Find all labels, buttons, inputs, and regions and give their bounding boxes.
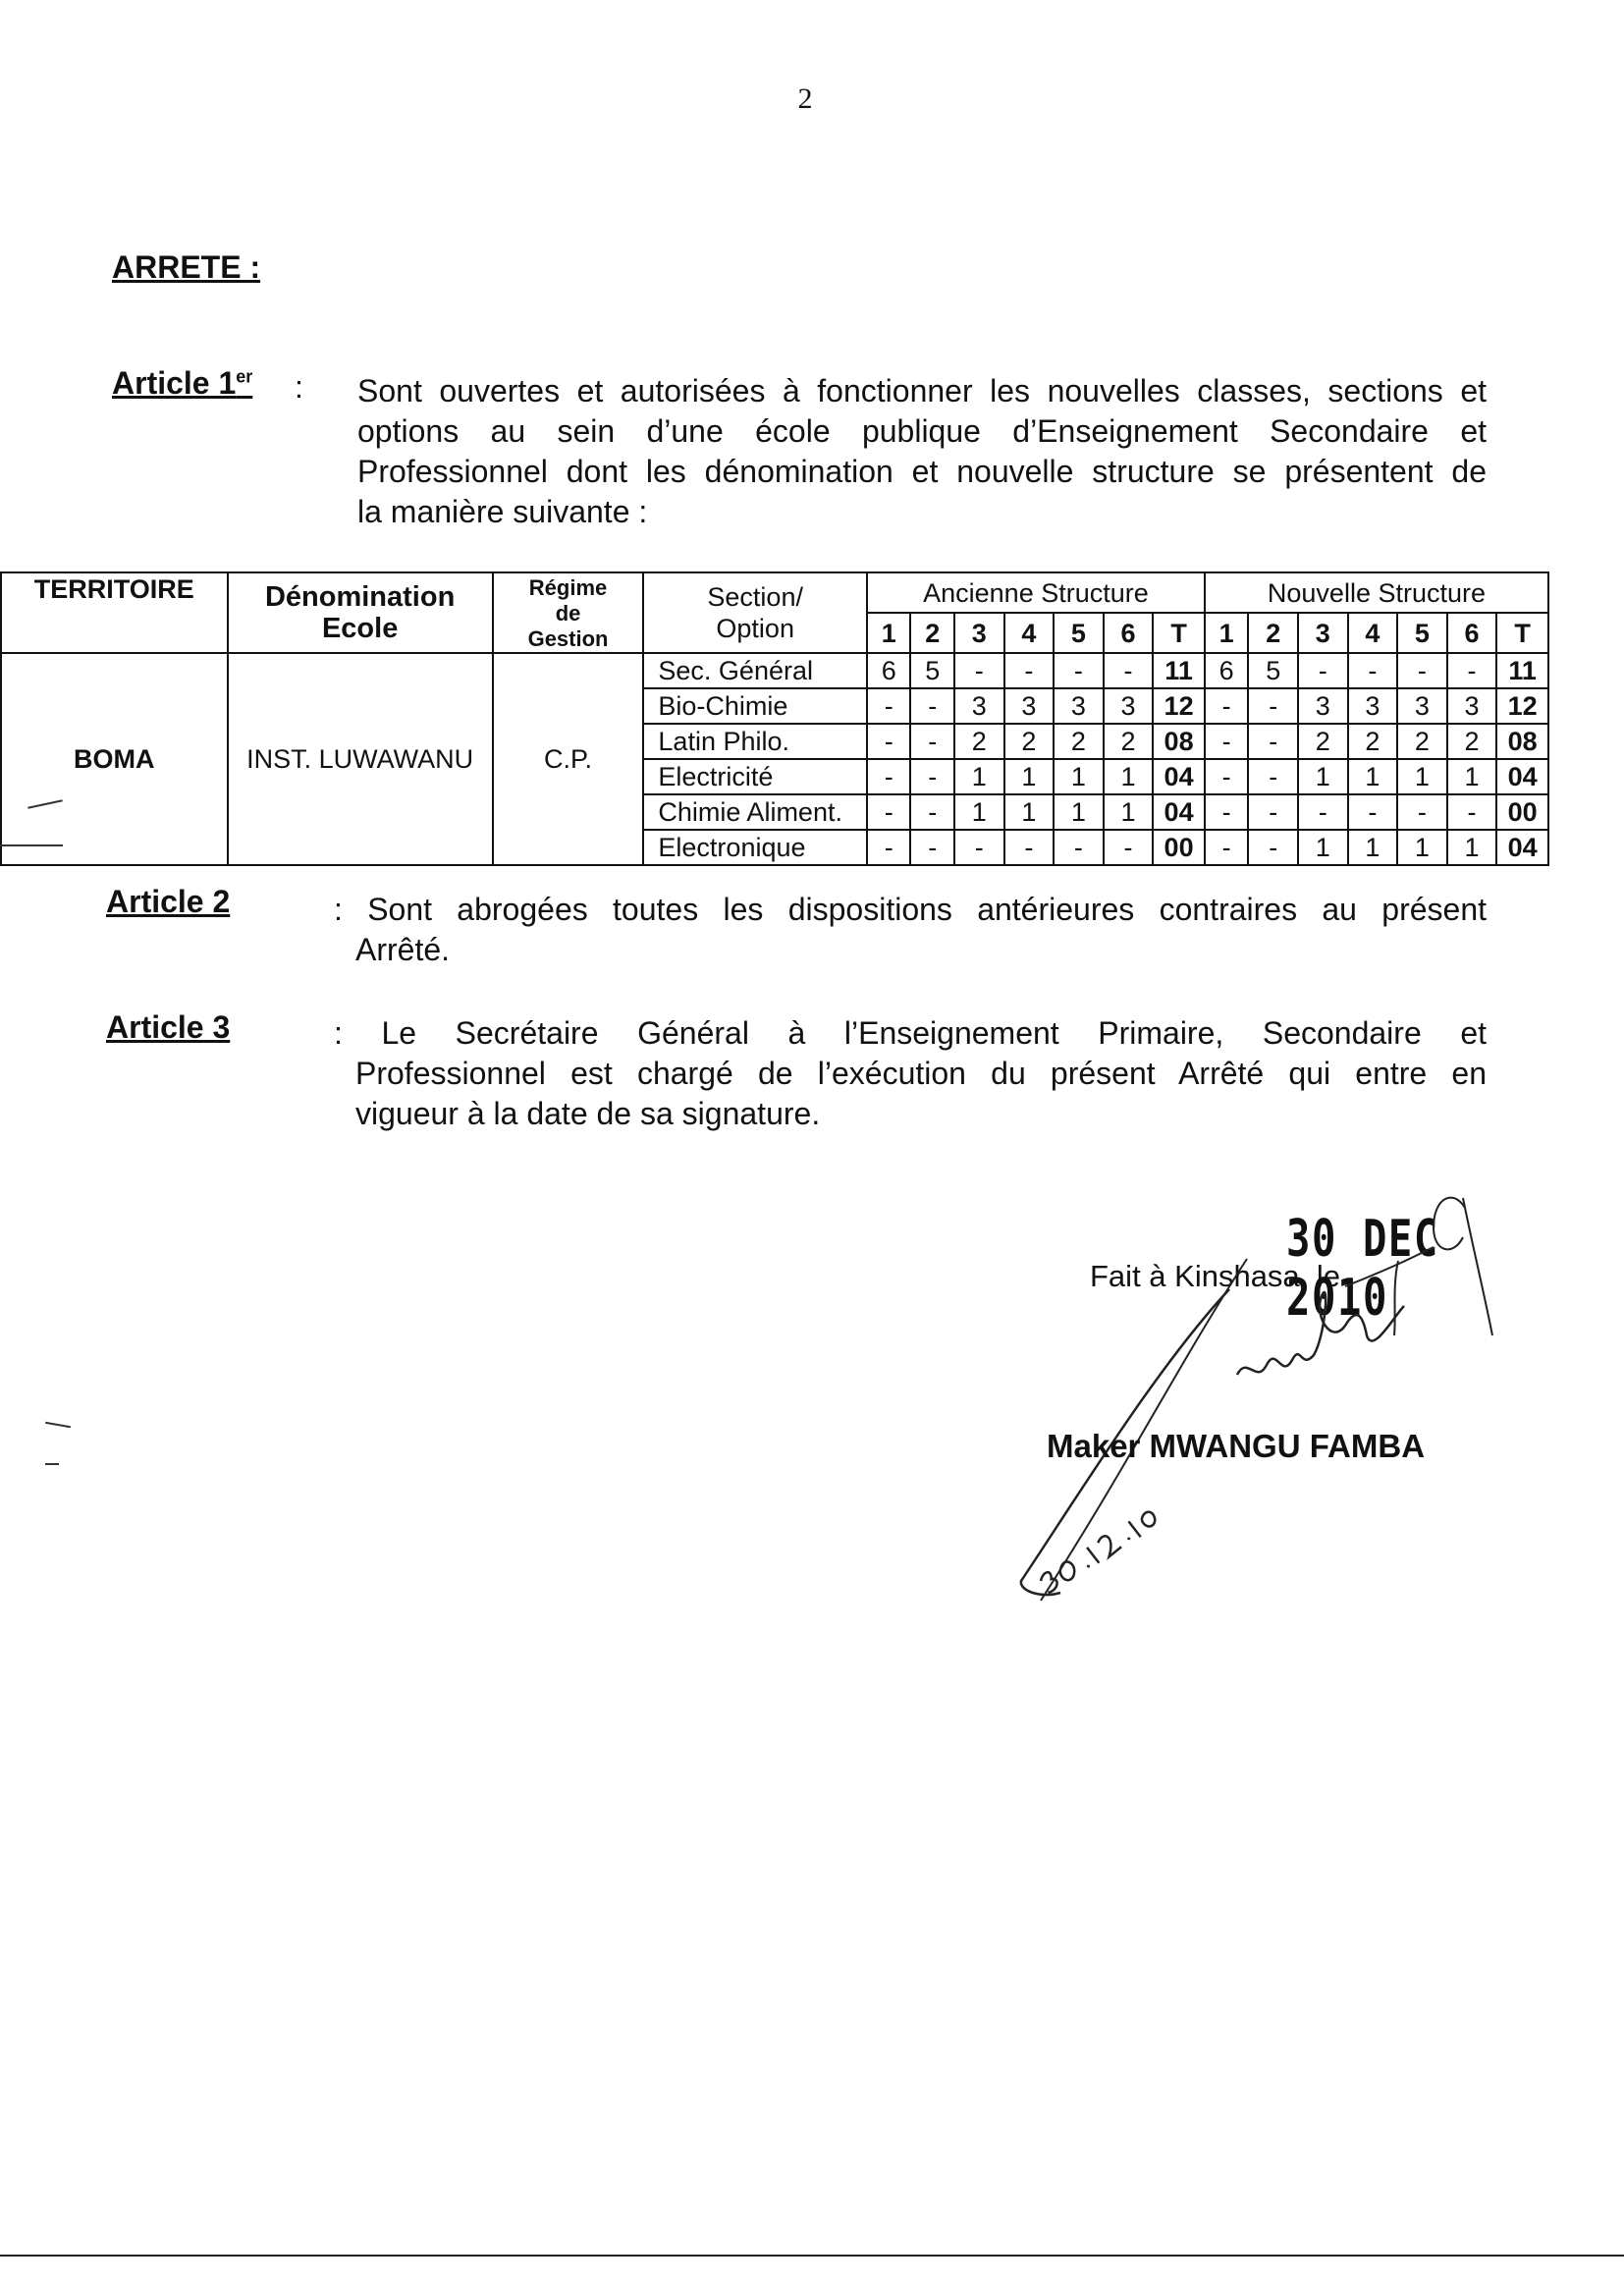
structure-table: [0, 571, 1549, 866]
ancienne-value-cell: -: [910, 794, 954, 830]
column-ancienne-T: T: [1153, 613, 1205, 653]
column-nouvelle-1: 1: [1205, 613, 1249, 653]
nouvelle-value-cell: -: [1205, 759, 1249, 794]
nouvelle-value-cell: 11: [1496, 653, 1548, 688]
ancienne-value-cell: 2: [1004, 724, 1055, 759]
table-body: [1, 653, 1548, 865]
article-3-line: vigueur à la date de sa signature.: [355, 1096, 821, 1131]
column-nouvelle-3: 3: [1298, 613, 1348, 653]
article-1-colon: :: [295, 369, 303, 405]
header-territoire: TERRITOIRE: [1, 572, 228, 653]
article-3-text: [334, 1013, 1487, 1134]
article-1-line: Professionnel dont les dénomination et nouvelle structure se présentent de: [357, 454, 1487, 489]
article-1-label-sup: er: [236, 366, 253, 387]
option-cell: Sec. Général: [643, 653, 867, 688]
article-2-label-text: Article 2: [106, 884, 231, 919]
article-1-label: [112, 365, 252, 402]
nouvelle-value-cell: -: [1248, 688, 1298, 724]
signature-stroke: [1237, 1292, 1404, 1375]
header-denomination: [228, 572, 493, 653]
nouvelle-value-cell: 04: [1496, 759, 1548, 794]
ancienne-value-cell: 1: [1004, 759, 1055, 794]
nouvelle-value-cell: -: [1205, 794, 1249, 830]
ancienne-value-cell: -: [867, 724, 911, 759]
ancienne-value-cell: -: [1054, 653, 1104, 688]
nouvelle-value-cell: 3: [1348, 688, 1398, 724]
ancienne-value-cell: 1: [1054, 759, 1104, 794]
nouvelle-value-cell: 3: [1447, 688, 1497, 724]
ancienne-value-cell: 3: [1104, 688, 1154, 724]
ancienne-value-cell: 2: [954, 724, 1004, 759]
article-3-label-text: Article 3: [106, 1009, 231, 1045]
ancienne-value-cell: 3: [1054, 688, 1104, 724]
signature-stroke: [1434, 1198, 1465, 1250]
ancienne-value-cell: 5: [910, 653, 954, 688]
header-ancienne-structure: Ancienne Structure: [867, 572, 1205, 613]
ancienne-value-cell: 6: [867, 653, 911, 688]
ancienne-value-cell: 1: [1054, 794, 1104, 830]
page-number: 2: [797, 82, 813, 115]
ancienne-value-cell: 04: [1153, 794, 1205, 830]
ancienne-value-cell: 2: [1104, 724, 1154, 759]
ancienne-value-cell: 1: [1004, 794, 1055, 830]
nouvelle-value-cell: -: [1205, 830, 1249, 865]
article-1-label-text: [112, 365, 252, 401]
option-cell: Chimie Aliment.: [643, 794, 867, 830]
ecole-cell: INST. LUWAWANU: [228, 653, 493, 865]
nouvelle-value-cell: 1: [1447, 759, 1497, 794]
option-cell: Electricité: [643, 759, 867, 794]
article-3-line: Professionnel est chargé de l’exécution du présent Arrêté qui entre en: [355, 1056, 1487, 1091]
article-3-line-text: Le Secrétaire Général à l’Enseignement Primaire, Secondaire et: [381, 1015, 1488, 1051]
header-regime: [493, 572, 644, 653]
ancienne-value-cell: 12: [1153, 688, 1205, 724]
date-stamp: 30 DEC 2010: [1286, 1210, 1439, 1328]
article-1-line: la manière suivante :: [357, 494, 648, 529]
nouvelle-value-cell: -: [1248, 724, 1298, 759]
ancienne-value-cell: 2: [1054, 724, 1104, 759]
article-2-label: [106, 884, 230, 920]
ancienne-value-cell: 1: [1104, 794, 1154, 830]
nouvelle-value-cell: -: [1248, 759, 1298, 794]
nouvelle-value-cell: 2: [1348, 724, 1398, 759]
nouvelle-value-cell: -: [1447, 653, 1497, 688]
ancienne-value-cell: -: [1004, 830, 1055, 865]
document-title: ARRETE :: [112, 249, 261, 285]
ancienne-value-cell: -: [867, 688, 911, 724]
article-1-line: Sont ouvertes et autorisées à fonctionner les nouvelles classes, sections et: [357, 373, 1487, 408]
handwritten-date: [1038, 1507, 1160, 1594]
column-nouvelle-4: 4: [1348, 613, 1398, 653]
header-regime-text: Régime de Gestion: [527, 575, 609, 651]
ancienne-value-cell: -: [910, 724, 954, 759]
nouvelle-value-cell: 3: [1298, 688, 1348, 724]
signature-stroke: [1463, 1198, 1492, 1335]
header-section: [643, 572, 867, 653]
nouvelle-value-cell: -: [1348, 653, 1398, 688]
ancienne-value-cell: -: [1004, 653, 1055, 688]
column-ancienne-4: 4: [1004, 613, 1055, 653]
ancienne-value-cell: -: [954, 653, 1004, 688]
column-nouvelle-T: T: [1496, 613, 1548, 653]
article-3-colon: :: [334, 1015, 343, 1051]
option-cell: Electronique: [643, 830, 867, 865]
article-2-text: [334, 890, 1487, 970]
signature-stroke: [1394, 1261, 1398, 1335]
nouvelle-value-cell: -: [1248, 830, 1298, 865]
ancienne-value-cell: -: [910, 830, 954, 865]
nouvelle-value-cell: 2: [1447, 724, 1497, 759]
nouvelle-value-cell: 1: [1298, 759, 1348, 794]
ancienne-value-cell: 04: [1153, 759, 1205, 794]
ancienne-value-cell: -: [1104, 653, 1154, 688]
ancienne-value-cell: 1: [954, 794, 1004, 830]
nouvelle-value-cell: -: [1397, 794, 1447, 830]
nouvelle-value-cell: 12: [1496, 688, 1548, 724]
column-ancienne-1: 1: [867, 613, 911, 653]
ancienne-value-cell: -: [867, 794, 911, 830]
place-date-line: Fait à Kinshasa, le: [1090, 1259, 1341, 1293]
ancienne-value-cell: 08: [1153, 724, 1205, 759]
article-3-label: [106, 1009, 230, 1046]
nouvelle-value-cell: 2: [1298, 724, 1348, 759]
nouvelle-value-cell: 5: [1248, 653, 1298, 688]
ancienne-value-cell: -: [910, 759, 954, 794]
ancienne-value-cell: 11: [1153, 653, 1205, 688]
nouvelle-value-cell: 08: [1496, 724, 1548, 759]
column-ancienne-6: 6: [1104, 613, 1154, 653]
ancienne-value-cell: -: [1054, 830, 1104, 865]
table-header-row: [1, 572, 1548, 613]
nouvelle-value-cell: -: [1205, 688, 1249, 724]
handwritten-date-stroke: [1038, 1507, 1160, 1594]
nouvelle-value-cell: 00: [1496, 794, 1548, 830]
option-cell: Latin Philo.: [643, 724, 867, 759]
signature-stroke: [1345, 1247, 1434, 1286]
territoire-cell: BOMA: [1, 653, 228, 865]
scan-mark: [45, 1422, 71, 1428]
column-nouvelle-5: 5: [1397, 613, 1447, 653]
article-1-text: [357, 371, 1487, 532]
nouvelle-value-cell: -: [1205, 724, 1249, 759]
ancienne-value-cell: 00: [1153, 830, 1205, 865]
article-3-line: [334, 1013, 1487, 1054]
header-section-text: Section/ Option: [707, 582, 803, 643]
nouvelle-value-cell: 1: [1397, 830, 1447, 865]
nouvelle-value-cell: 6: [1205, 653, 1249, 688]
nouvelle-value-cell: -: [1248, 794, 1298, 830]
article-1-line: options au sein d’une école publique d’Enseignement Secondaire et: [357, 413, 1487, 449]
regime-cell: C.P.: [493, 653, 644, 865]
option-cell: Bio-Chimie: [643, 688, 867, 724]
column-nouvelle-6: 6: [1447, 613, 1497, 653]
nouvelle-value-cell: -: [1348, 794, 1398, 830]
bottom-rule: [0, 2255, 1624, 2257]
scan-mark: [0, 844, 63, 846]
ancienne-value-cell: -: [1104, 830, 1154, 865]
ancienne-value-cell: -: [910, 688, 954, 724]
nouvelle-value-cell: -: [1298, 653, 1348, 688]
header-nouvelle-structure: Nouvelle Structure: [1205, 572, 1548, 613]
ancienne-value-cell: 1: [1104, 759, 1154, 794]
nouvelle-value-cell: 1: [1348, 830, 1398, 865]
table-row: [1, 653, 1548, 688]
nouvelle-value-cell: 1: [1447, 830, 1497, 865]
article-1-label-main: Article 1: [112, 365, 237, 401]
nouvelle-value-cell: 2: [1397, 724, 1447, 759]
article-2-line: Arrêté.: [355, 932, 451, 967]
ancienne-value-cell: 1: [954, 759, 1004, 794]
scan-mark: [45, 1463, 59, 1465]
header-denomination-text: Dénomination Ecole: [264, 581, 456, 644]
ancienne-value-cell: -: [867, 830, 911, 865]
column-ancienne-3: 3: [954, 613, 1004, 653]
column-ancienne-2: 2: [910, 613, 954, 653]
nouvelle-value-cell: 1: [1397, 759, 1447, 794]
nouvelle-value-cell: -: [1298, 794, 1348, 830]
ancienne-value-cell: 3: [1004, 688, 1055, 724]
nouvelle-value-cell: 3: [1397, 688, 1447, 724]
article-2-line-text: Sont abrogées toutes les dispositions antérieures contraires au présent: [367, 892, 1488, 927]
ancienne-value-cell: -: [954, 830, 1004, 865]
nouvelle-value-cell: 1: [1298, 830, 1348, 865]
nouvelle-value-cell: -: [1447, 794, 1497, 830]
column-nouvelle-2: 2: [1248, 613, 1298, 653]
signer-name: Maker MWANGU FAMBA: [1047, 1428, 1426, 1464]
article-2-line: [334, 890, 1487, 930]
ancienne-value-cell: -: [867, 759, 911, 794]
ancienne-value-cell: 3: [954, 688, 1004, 724]
nouvelle-value-cell: -: [1397, 653, 1447, 688]
article-2-colon: :: [334, 892, 343, 927]
nouvelle-value-cell: 04: [1496, 830, 1548, 865]
handwritten-signature: [1001, 1169, 1591, 1640]
nouvelle-value-cell: 1: [1348, 759, 1398, 794]
column-ancienne-5: 5: [1054, 613, 1104, 653]
